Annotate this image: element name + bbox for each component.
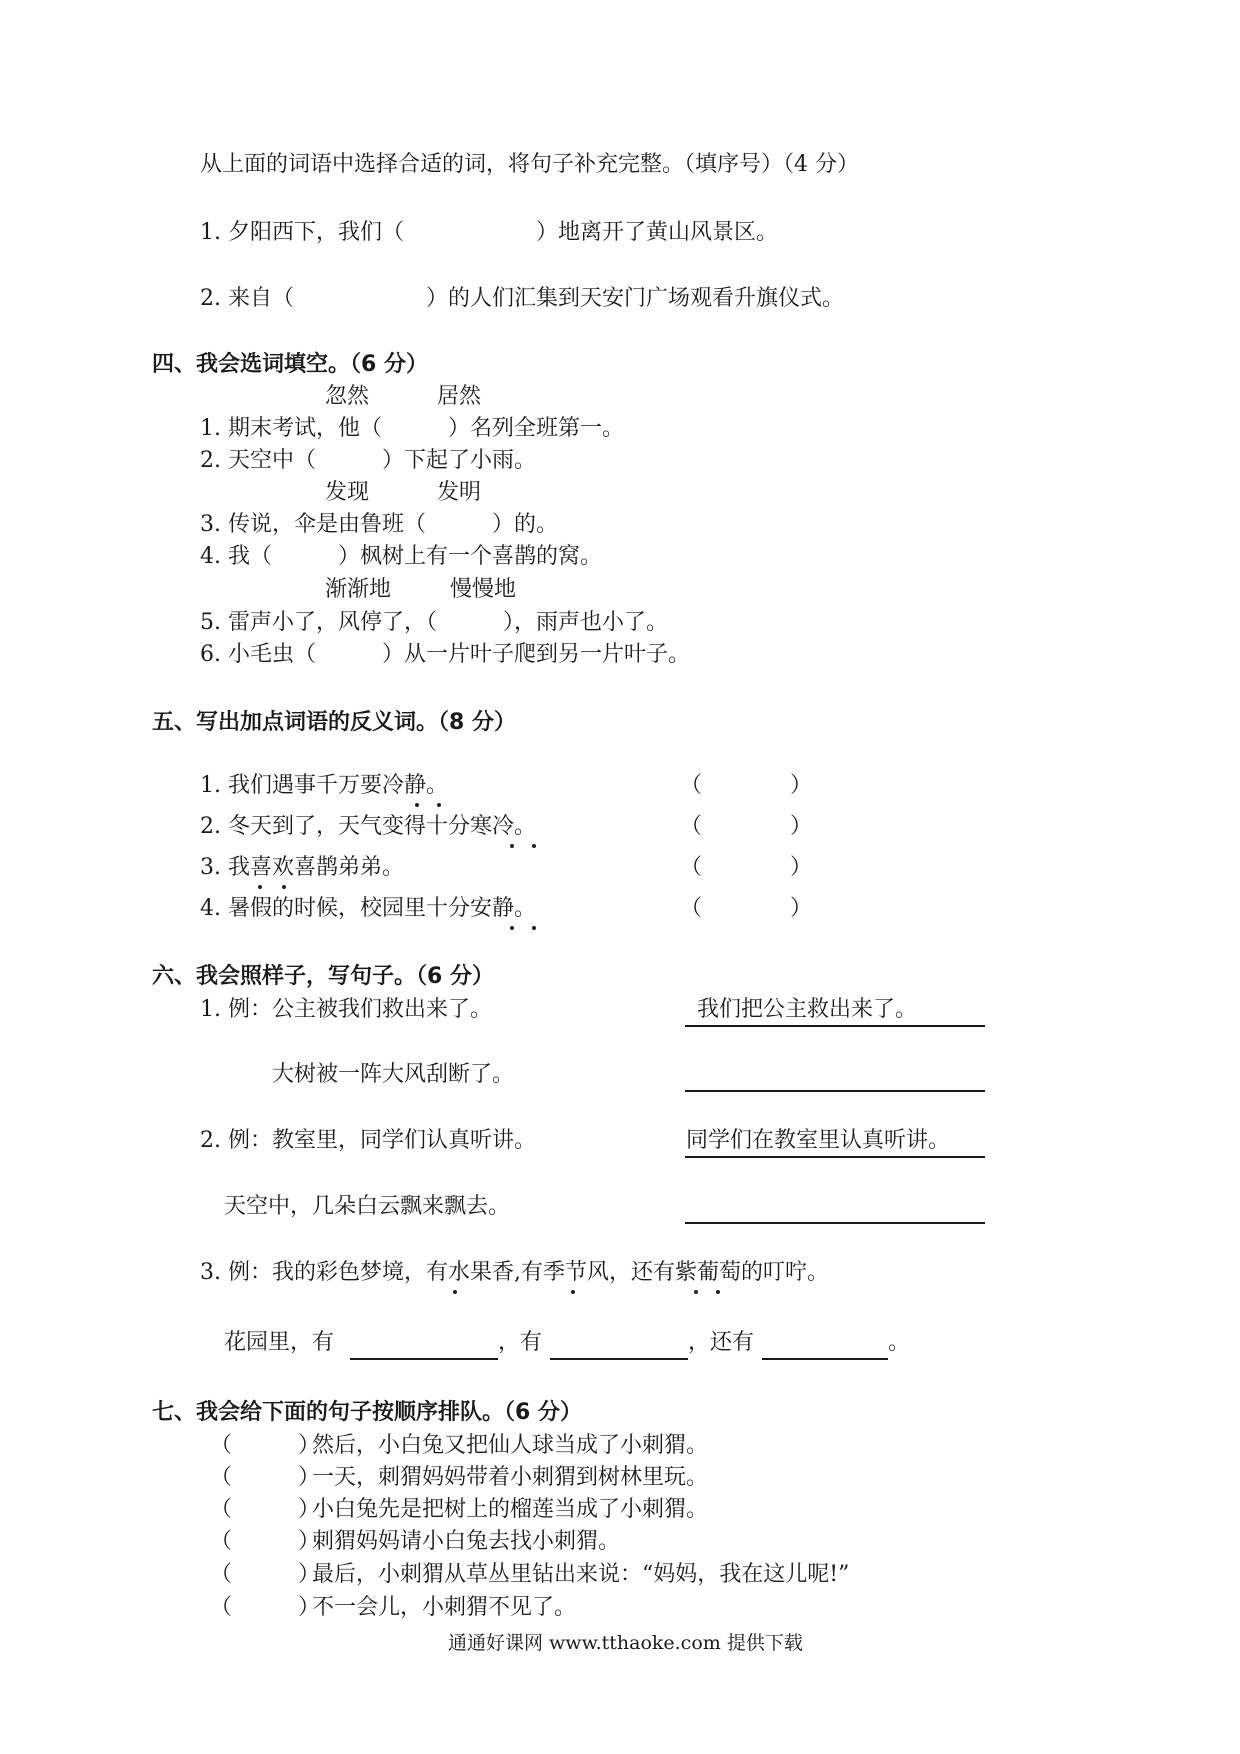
fill-item: 5. 雷声小了，风停了，（ ），雨声也小了。 xyxy=(200,610,668,635)
emphasis-dot xyxy=(453,1290,457,1294)
order-paren: （ ） xyxy=(210,1529,321,1554)
order-paren: （ ） xyxy=(210,1562,321,1587)
emphasis-dot xyxy=(694,1290,698,1294)
answer-paren: （ ） xyxy=(680,814,813,839)
answer-line[interactable] xyxy=(762,1358,888,1360)
order-paren: （ ） xyxy=(210,1497,321,1522)
example-sentence: 1. 例：公主被我们救出来了。 xyxy=(200,997,492,1022)
emphasis-dot xyxy=(532,926,536,930)
order-paren: （ ） xyxy=(210,1433,321,1458)
word-choice: 慢慢地 xyxy=(450,577,517,602)
word-choice: 渐渐地 xyxy=(325,577,392,602)
answer-paren: （ ） xyxy=(680,855,813,880)
example-answer: 我们把公主救出来了。 xyxy=(697,997,918,1022)
section-4-title: 四、我会选词填空。（6 分） xyxy=(152,352,428,377)
section-6-title: 六、我会照样子，写句子。（6 分） xyxy=(152,964,494,989)
answer-paren: （ ） xyxy=(680,896,813,921)
fill-item: 1. 期末考试，他（ ）名列全班第一。 xyxy=(200,416,624,441)
answer-line[interactable] xyxy=(350,1358,498,1360)
order-item: 小白兔先是把树上的榴莲当成了小刺猬。 xyxy=(312,1497,709,1522)
question-1: 1. 夕阳西下，我们（ ）地离开了黄山风景区。 xyxy=(200,220,778,245)
fill-item: 4. 我（ ）枫树上有一个喜鹊的窝。 xyxy=(200,544,602,569)
word-choice: 居然 xyxy=(437,384,482,409)
emphasis-dot xyxy=(510,844,514,848)
word-choice: 发现 xyxy=(325,480,370,505)
section-5-title: 五、写出加点词语的反义词。（8 分） xyxy=(152,710,516,735)
example-sentence: 3. 例：我的彩色梦境，有水果香,有季节风，还有紫葡萄的叮咛。 xyxy=(200,1260,829,1285)
answer-line[interactable] xyxy=(685,1090,985,1092)
fill-item: 2. 天空中（ ）下起了小雨。 xyxy=(200,448,536,473)
question-2: 2. 来自（ ）的人们汇集到天安门广场观看升旗仪式。 xyxy=(200,286,844,311)
answer-paren: （ ） xyxy=(680,773,813,798)
antonym-item: 1. 我们遇事千万要冷静。 xyxy=(200,773,448,798)
answer-line xyxy=(685,1156,985,1158)
section-7-title: 七、我会给下面的句子按顺序排队。（6 分） xyxy=(152,1400,582,1425)
emphasis-dot xyxy=(716,1290,720,1294)
task-prefix: 花园里，有 xyxy=(224,1330,335,1355)
emphasis-dot xyxy=(437,803,441,807)
antonym-item: 2. 冬天到了，天气变得十分寒冷。 xyxy=(200,814,536,839)
emphasis-dot xyxy=(532,844,536,848)
emphasis-dot xyxy=(571,1290,575,1294)
antonym-item: 4. 暑假的时候，校园里十分安静。 xyxy=(200,896,536,921)
emphasis-dot xyxy=(258,885,262,889)
page-footer: 通通好课网 www.tthaoke.com 提供下载 xyxy=(448,1632,803,1654)
answer-line xyxy=(685,1025,985,1027)
word-choice: 发明 xyxy=(437,480,482,505)
order-item: 一天，刺猬妈妈带着小刺猬到树林里玩。 xyxy=(312,1465,709,1490)
task-sentence: 天空中，几朵白云飘来飘去。 xyxy=(224,1194,511,1219)
example-sentence: 2. 例：教室里，同学们认真听讲。 xyxy=(200,1128,536,1153)
order-item: 刺猬妈妈请小白兔去找小刺猬。 xyxy=(312,1529,621,1554)
task-connector: ，还有 xyxy=(688,1330,755,1355)
answer-line[interactable] xyxy=(685,1222,985,1224)
antonym-item: 3. 我喜欢喜鹊弟弟。 xyxy=(200,855,404,880)
order-item: 不一会儿，小刺猬不见了。 xyxy=(312,1595,577,1620)
order-item: 最后，小刺猬从草丛里钻出来说：“妈妈，我在这儿呢!” xyxy=(312,1562,850,1587)
task-end: 。 xyxy=(888,1330,911,1355)
answer-line[interactable] xyxy=(550,1358,688,1360)
task-connector: ，有 xyxy=(498,1330,543,1355)
emphasis-dot xyxy=(415,803,419,807)
order-paren: （ ） xyxy=(210,1595,321,1620)
order-item: 然后，小白兔又把仙人球当成了小刺猬。 xyxy=(312,1433,709,1458)
fill-item: 6. 小毛虫（ ）从一片叶子爬到另一片叶子。 xyxy=(200,642,690,667)
word-choice: 忽然 xyxy=(325,384,370,409)
instruction-text: 从上面的词语中选择合适的词，将句子补充完整。（填序号）（4 分） xyxy=(200,152,859,177)
example-answer: 同学们在教室里认真听讲。 xyxy=(686,1128,951,1153)
emphasis-dot xyxy=(282,885,286,889)
order-paren: （ ） xyxy=(210,1465,321,1490)
fill-item: 3. 传说，伞是由鲁班（ ）的。 xyxy=(200,512,558,537)
task-sentence: 大树被一阵大风刮断了。 xyxy=(272,1062,515,1087)
emphasis-dot xyxy=(510,926,514,930)
